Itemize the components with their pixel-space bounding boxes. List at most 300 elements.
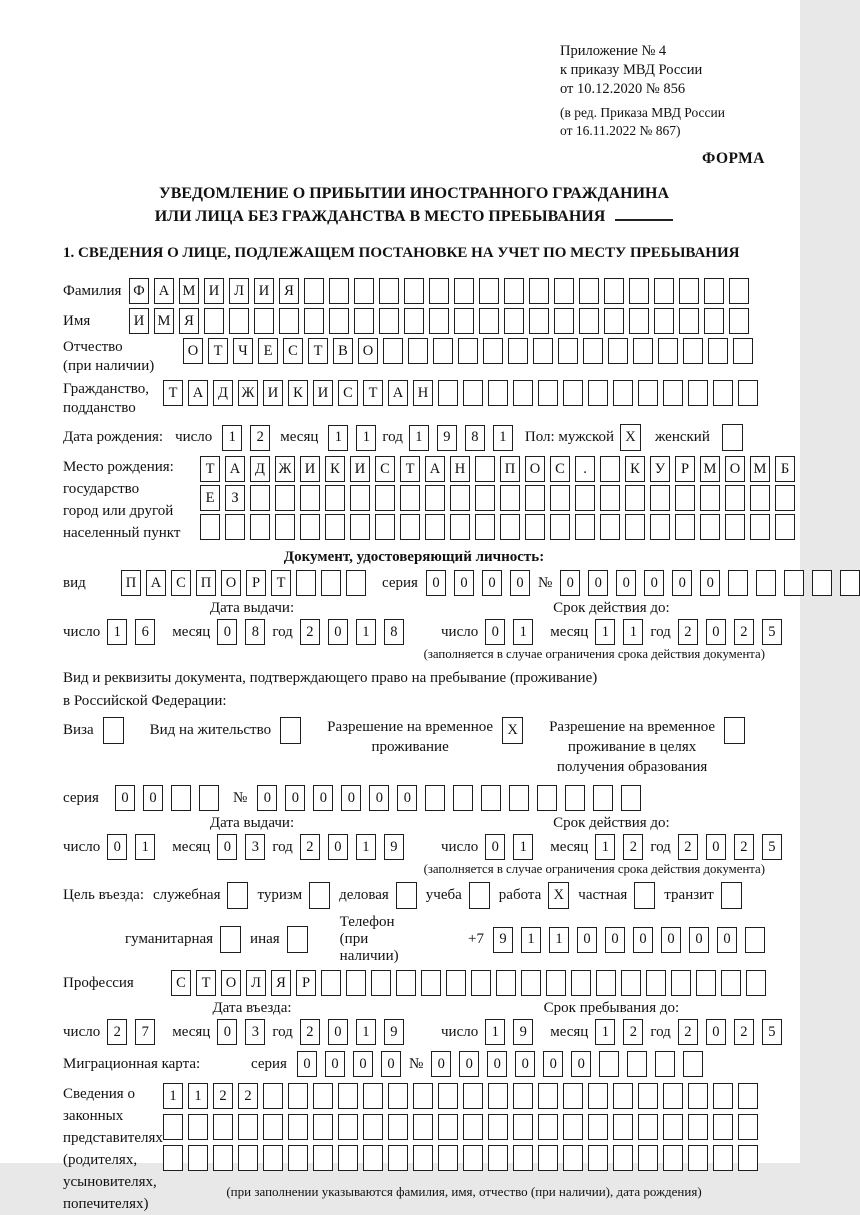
resdoc-valid-col: [441, 815, 782, 860]
empty-cell: [371, 970, 391, 996]
empty-cell: [475, 485, 495, 511]
empty-cell: [563, 1083, 583, 1109]
filled-cell: М: [750, 456, 770, 482]
filled-cell: 2: [300, 1019, 320, 1045]
filled-cell: 2: [623, 834, 643, 860]
filled-cell: С: [283, 338, 303, 364]
empty-cell: [729, 308, 749, 334]
entry-date-label: Дата въезда:: [212, 1000, 292, 1016]
entry-date-col: [63, 1000, 441, 1045]
empty-cell: [629, 308, 649, 334]
filled-cell: 1: [521, 927, 541, 953]
empty-cell: [638, 1145, 658, 1171]
filled-cell: И: [313, 380, 333, 406]
citizenship-label-line1: Гражданство,: [63, 381, 150, 397]
migration-series-cells: [297, 1051, 401, 1077]
filled-cell: 1: [188, 1083, 208, 1109]
filled-cell: 1: [409, 425, 429, 451]
filled-cell: 1: [623, 619, 643, 645]
empty-cell: [300, 514, 320, 540]
filled-cell: 0: [560, 570, 580, 596]
filled-cell: 2: [678, 619, 698, 645]
empty-cell: [713, 380, 733, 406]
filled-cell: 0: [107, 834, 127, 860]
empty-cell: [738, 380, 758, 406]
month-word: месяц: [172, 838, 211, 855]
purpose-option-label: служебная: [152, 887, 221, 903]
filled-cell: С: [338, 380, 358, 406]
filled-cell: К: [325, 456, 345, 482]
filled-cell: 0: [577, 927, 597, 953]
empty-cell: [663, 1145, 683, 1171]
filled-cell: К: [288, 380, 308, 406]
patronymic-label-line2: (при наличии): [63, 358, 155, 374]
filled-cell: 0: [706, 834, 726, 860]
filled-cell: 3: [245, 834, 265, 860]
filled-cell: 0: [706, 619, 726, 645]
month-word: месяц: [172, 623, 211, 640]
empty-cell: [571, 970, 591, 996]
representatives-labels: [63, 1083, 163, 1215]
filled-cell: З: [225, 485, 245, 511]
empty-cell: [479, 308, 499, 334]
empty-cell: [279, 308, 299, 334]
filled-cell: Ж: [238, 380, 258, 406]
filled-cell: 9: [384, 1019, 404, 1045]
empty-cell: [721, 882, 742, 909]
birthplace-labels: [63, 456, 200, 544]
birthplace-label-line3: город или другой: [63, 503, 174, 519]
filled-cell: 2: [213, 1083, 233, 1109]
filled-cell: М: [154, 308, 174, 334]
empty-cell: [325, 485, 345, 511]
empty-cell: [163, 1114, 183, 1140]
empty-cell: [588, 1145, 608, 1171]
filled-cell: Р: [675, 456, 695, 482]
empty-cell: [408, 338, 428, 364]
filled-cell: Т: [271, 570, 291, 596]
empty-cell: [700, 514, 720, 540]
purpose-transit-checkbox: [721, 882, 742, 909]
filled-cell: .: [575, 456, 595, 482]
migration-number-cells: [431, 1051, 703, 1077]
empty-cell: [450, 485, 470, 511]
filled-cell: 0: [143, 785, 163, 811]
filled-cell: Ч: [233, 338, 253, 364]
empty-cell: [775, 514, 795, 540]
empty-cell: [450, 514, 470, 540]
empty-cell: [488, 1083, 508, 1109]
empty-cell: [513, 380, 533, 406]
empty-cell: [475, 456, 495, 482]
empty-cell: [538, 1083, 558, 1109]
year-word: год: [272, 838, 293, 855]
filled-cell: А: [188, 380, 208, 406]
resdoc-valid-date: [441, 834, 782, 860]
forma-label: ФОРМА: [701, 150, 765, 167]
filled-cell: И: [263, 380, 283, 406]
residence-permit-label: Вид на жительство: [149, 722, 272, 738]
empty-cell: [304, 308, 324, 334]
empty-cell: [463, 1083, 483, 1109]
empty-cell: [504, 278, 524, 304]
empty-cell: [250, 485, 270, 511]
name-row: [63, 308, 765, 334]
empty-cell: [396, 882, 417, 909]
empty-cell: [538, 1145, 558, 1171]
filled-cell: 0: [328, 1019, 348, 1045]
form-body: [63, 278, 790, 1215]
empty-cell: [200, 514, 220, 540]
empty-cell: [627, 1051, 647, 1077]
empty-cell: [599, 1051, 619, 1077]
filled-cell: 2: [623, 1019, 643, 1045]
empty-cell: [375, 514, 395, 540]
resdoc-valid-day: [485, 834, 533, 860]
filled-cell: И: [350, 456, 370, 482]
purpose-option: [664, 882, 741, 909]
filled-cell: 7: [135, 1019, 155, 1045]
filled-cell: 2: [678, 834, 698, 860]
filled-cell: Т: [208, 338, 228, 364]
empty-cell: [775, 485, 795, 511]
temp-residence-label-line2: проживание: [371, 739, 449, 755]
filled-cell: 9: [493, 927, 513, 953]
empty-cell: [521, 970, 541, 996]
empty-cell: [363, 1145, 383, 1171]
sex-male-checkbox: [620, 424, 641, 451]
profession-cells: [171, 970, 766, 996]
citizenship-row: [63, 380, 765, 418]
filled-cell: 9: [513, 1019, 533, 1045]
empty-cell: [663, 1114, 683, 1140]
empty-cell: [488, 1145, 508, 1171]
number-word: №: [408, 1055, 424, 1072]
resdoc-issue-day: [107, 834, 155, 860]
filled-cell: 0: [689, 927, 709, 953]
empty-cell: [329, 308, 349, 334]
empty-cell: [554, 308, 574, 334]
birthplace-label-line4: населенный пункт: [63, 525, 181, 541]
empty-cell: [488, 1114, 508, 1140]
empty-cell: [538, 380, 558, 406]
empty-cell: [379, 278, 399, 304]
representatives-label-line6: попечителях): [63, 1196, 149, 1212]
empty-cell: [575, 485, 595, 511]
iddoc-dates: [63, 600, 776, 645]
empty-cell: [188, 1145, 208, 1171]
empty-cell: [529, 308, 549, 334]
resdoc-line2: в Российской Федерации:: [63, 693, 227, 709]
empty-cell: [404, 308, 424, 334]
empty-cell: [728, 570, 748, 596]
stay-day: [485, 1019, 533, 1045]
empty-cell: [696, 970, 716, 996]
empty-cell: [654, 308, 674, 334]
resdoc-issue-col: [63, 815, 441, 860]
empty-cell: [413, 1114, 433, 1140]
empty-cell: [379, 308, 399, 334]
empty-cell: [388, 1145, 408, 1171]
phone-prefix: +7: [468, 931, 484, 947]
empty-cell: [513, 1083, 533, 1109]
filled-cell: Т: [196, 970, 216, 996]
empty-cell: [554, 278, 574, 304]
empty-cell: [683, 338, 703, 364]
representatives-label-line2: законных: [63, 1108, 124, 1124]
filled-cell: 0: [328, 834, 348, 860]
representatives-label-line4: (родителях,: [63, 1152, 138, 1168]
entry-day: [107, 1019, 155, 1045]
empty-cell: [784, 570, 804, 596]
day-word: число: [441, 838, 479, 855]
filled-cell: 1: [328, 425, 348, 451]
empty-cell: [354, 278, 374, 304]
day-word: число: [63, 1023, 101, 1040]
purpose-study-checkbox: [469, 882, 490, 909]
filled-cell: М: [700, 456, 720, 482]
empty-cell: [438, 1145, 458, 1171]
surname-label: Фамилия: [63, 282, 122, 299]
filled-cell: 0: [515, 1051, 535, 1077]
stay-month: [595, 1019, 643, 1045]
filled-cell: 1: [356, 425, 376, 451]
empty-cell: [263, 1083, 283, 1109]
birth-year-cells: [409, 425, 513, 451]
birthplace-row2: [200, 485, 795, 511]
representatives-row3: [163, 1145, 758, 1171]
iddoc-issue-col: [63, 600, 441, 645]
day-word: число: [63, 838, 101, 855]
resdoc-series-cells: [115, 785, 219, 811]
entry-month: [217, 1019, 265, 1045]
filled-cell: О: [183, 338, 203, 364]
empty-cell: [663, 380, 683, 406]
empty-cell: [433, 338, 453, 364]
filled-cell: Т: [163, 380, 183, 406]
resdoc-number-cells: [257, 785, 641, 811]
empty-cell: [546, 970, 566, 996]
purpose-option-label: транзит: [664, 887, 714, 903]
empty-cell: [550, 514, 570, 540]
empty-cell: [388, 1114, 408, 1140]
phone-label: Телефон (при наличии): [339, 914, 399, 964]
form-title-line2: ИЛИ ЛИЦА БЕЗ ГРАЖДАНСТВА В МЕСТО ПРЕБЫВАНИЯ: [154, 208, 606, 225]
empty-cell: [500, 514, 520, 540]
empty-cell: [287, 926, 308, 953]
iddoc-issue-day: [107, 619, 155, 645]
stay-until-col: [441, 1000, 782, 1045]
iddoc-validity-note: (заполняется в случае ограничения срока действия документа): [423, 647, 765, 661]
entry-year: [300, 1019, 404, 1045]
birthplace-row3: [200, 514, 795, 540]
empty-cell: [650, 485, 670, 511]
empty-cell: [745, 927, 765, 953]
day-word: число: [441, 623, 479, 640]
month-word: месяц: [550, 838, 589, 855]
empty-cell: [688, 1114, 708, 1140]
empty-cell: [729, 278, 749, 304]
filled-cell: К: [625, 456, 645, 482]
filled-cell: П: [121, 570, 141, 596]
month-word: месяц: [550, 623, 589, 640]
representatives-cells: [163, 1083, 765, 1200]
filled-cell: 0: [717, 927, 737, 953]
purpose-option: [578, 882, 655, 909]
iddoc-kind-cells: [121, 570, 366, 596]
empty-cell: [496, 970, 516, 996]
filled-cell: Т: [200, 456, 220, 482]
empty-cell: [429, 308, 449, 334]
filled-cell: С: [171, 570, 191, 596]
series-word: серия: [382, 574, 418, 591]
day-word: число: [175, 429, 213, 445]
empty-cell: [713, 1083, 733, 1109]
empty-cell: [275, 485, 295, 511]
reference-line: (в ред. Приказа МВД России: [560, 105, 725, 120]
empty-cell: [738, 1145, 758, 1171]
filled-cell: 0: [341, 785, 361, 811]
empty-cell: [479, 278, 499, 304]
empty-cell: [588, 1083, 608, 1109]
filled-cell: 1: [485, 1019, 505, 1045]
representatives-note: (при заполнении указываются фамилия, имя, отчество (при наличии), дата рождения): [226, 1184, 702, 1199]
iddoc-issue-label: Дата выдачи:: [209, 600, 295, 616]
year-word: год: [272, 1023, 293, 1040]
empty-cell: [171, 785, 191, 811]
section1-heading: 1. СВЕДЕНИЯ О ЛИЦЕ, ПОДЛЕЖАЩЕМ ПОСТАНОВКЕ НА УЧЕТ ПО МЕСТУ ПРЕБЫВАНИЯ: [63, 245, 740, 261]
empty-cell: [425, 514, 445, 540]
filled-cell: 9: [437, 425, 457, 451]
filled-cell: 1: [222, 425, 242, 451]
purpose-row1: [63, 882, 765, 909]
empty-cell: [471, 970, 491, 996]
empty-cell: [671, 970, 691, 996]
filled-cell: 0: [369, 785, 389, 811]
empty-cell: [588, 380, 608, 406]
filled-cell: А: [225, 456, 245, 482]
empty-cell: [325, 514, 345, 540]
filled-cell: 0: [328, 619, 348, 645]
empty-cell: [421, 970, 441, 996]
empty-cell: [354, 308, 374, 334]
empty-cell: [229, 308, 249, 334]
purpose-option: [125, 926, 241, 953]
filled-cell: П: [500, 456, 520, 482]
filled-cell: 0: [510, 570, 530, 596]
purpose-option: [153, 882, 249, 909]
filled-cell: 0: [397, 785, 417, 811]
resdoc-dates: [63, 815, 776, 860]
empty-cell: [199, 785, 219, 811]
surname-cells: [129, 278, 749, 304]
empty-cell: [600, 456, 620, 482]
filled-cell: 0: [353, 1051, 373, 1077]
filled-cell: Я: [179, 308, 199, 334]
filled-cell: 0: [487, 1051, 507, 1077]
empty-cell: [338, 1114, 358, 1140]
filled-cell: 0: [297, 1051, 317, 1077]
filled-cell: 0: [459, 1051, 479, 1077]
temp-residence-edu-line3: получения образования: [556, 759, 708, 775]
empty-cell: [483, 338, 503, 364]
resdoc-valid-year: [678, 834, 782, 860]
empty-cell: [579, 278, 599, 304]
phone-cells: [493, 927, 765, 953]
empty-cell: [725, 485, 745, 511]
filled-cell: 0: [325, 1051, 345, 1077]
empty-cell: [338, 1145, 358, 1171]
empty-cell: [213, 1145, 233, 1171]
empty-cell: [513, 1145, 533, 1171]
filled-cell: 2: [300, 619, 320, 645]
empty-cell: [350, 485, 370, 511]
empty-cell: [238, 1145, 258, 1171]
empty-cell: [621, 785, 641, 811]
empty-cell: [296, 570, 316, 596]
empty-cell: [458, 338, 478, 364]
resdoc-type-row: [63, 717, 765, 777]
empty-cell: [629, 278, 649, 304]
filled-cell: 0: [672, 570, 692, 596]
empty-cell: [280, 717, 301, 744]
filled-cell: 0: [482, 570, 502, 596]
empty-cell: [596, 970, 616, 996]
purpose-option: [257, 882, 330, 909]
empty-cell: [481, 785, 501, 811]
empty-cell: [321, 570, 341, 596]
document-reference: [560, 42, 765, 140]
empty-cell: [604, 278, 624, 304]
iddoc-valid-day: [485, 619, 533, 645]
empty-cell: [633, 338, 653, 364]
empty-cell: [508, 338, 528, 364]
series-word: серия: [63, 789, 99, 806]
empty-cell: [613, 380, 633, 406]
year-word: год: [650, 623, 671, 640]
filled-cell: А: [388, 380, 408, 406]
iddoc-series-cells: [426, 570, 530, 596]
empty-cell: [704, 278, 724, 304]
empty-cell: [438, 1083, 458, 1109]
visa-checkbox: [103, 717, 124, 744]
temp-residence-edu-checkbox: [724, 717, 745, 744]
empty-cell: [708, 338, 728, 364]
number-word: №: [537, 574, 553, 591]
day-word: число: [441, 1023, 479, 1040]
empty-cell: [688, 1083, 708, 1109]
filled-cell: 0: [426, 570, 446, 596]
filled-cell: 0: [217, 834, 237, 860]
residence-permit-checkbox: [280, 717, 301, 744]
empty-cell: [738, 1114, 758, 1140]
empty-cell: [700, 485, 720, 511]
filled-cell: Е: [200, 485, 220, 511]
empty-cell: [404, 278, 424, 304]
birthplace-cells: [200, 456, 795, 545]
resdoc-issue-date: [63, 834, 441, 860]
empty-cell: [363, 1114, 383, 1140]
purpose-option-label: учеба: [425, 887, 462, 903]
empty-cell: [613, 1114, 633, 1140]
empty-cell: [288, 1145, 308, 1171]
filled-cell: 1: [549, 927, 569, 953]
reference-edit-note: [560, 104, 765, 140]
filled-cell: 2: [734, 1019, 754, 1045]
empty-cell: [400, 514, 420, 540]
filled-cell: Б: [775, 456, 795, 482]
filled-cell: Я: [279, 278, 299, 304]
